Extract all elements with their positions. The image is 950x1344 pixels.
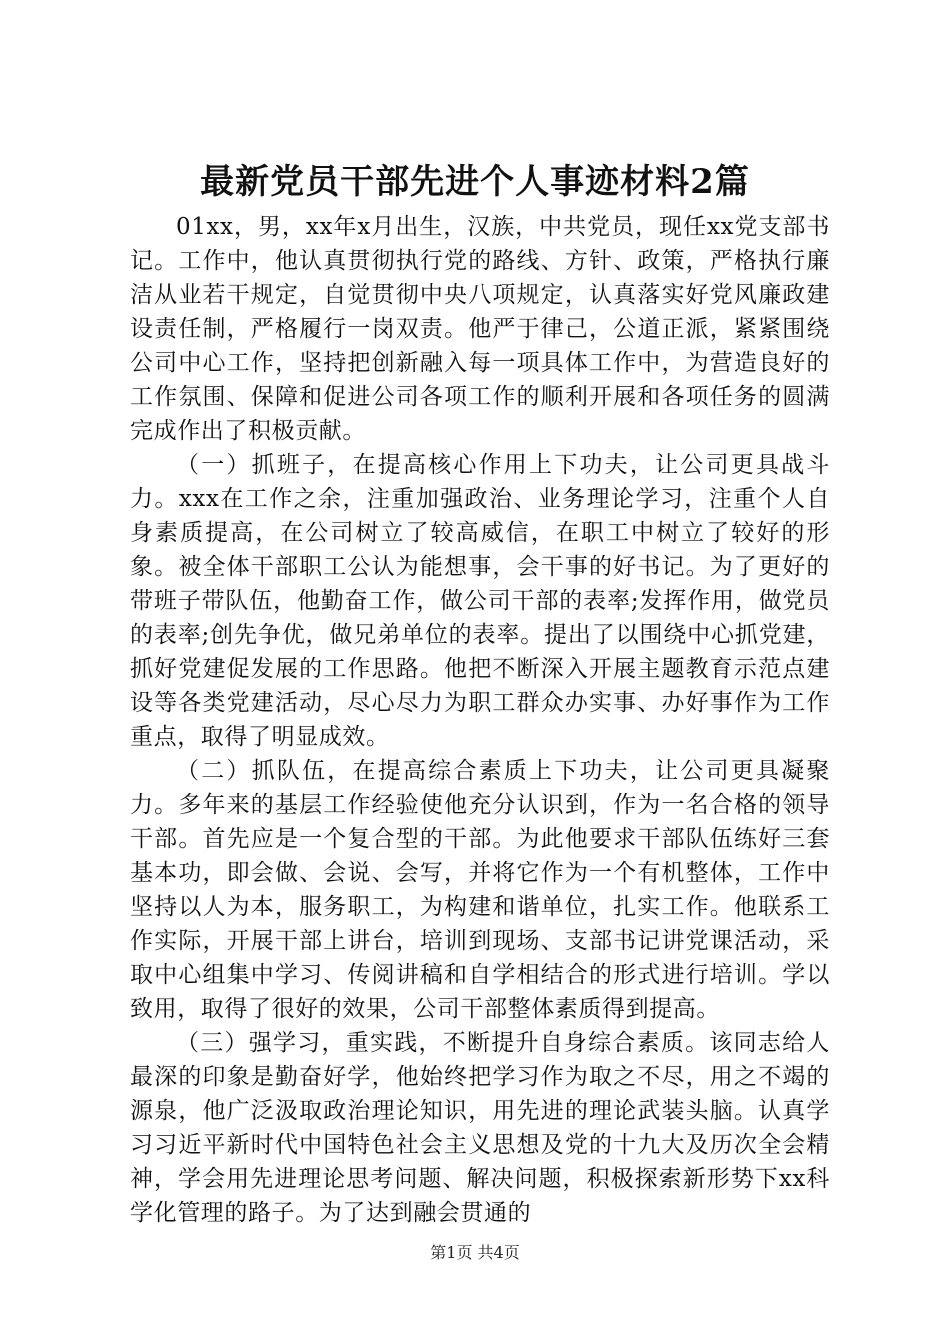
- paragraph-section-3: （三）强学习，重实践，不断提升自身综合素质。该同志给人最深的印象是勤奋好学，他始终把学习作为取之不尽，用之不竭的源泉，他广泛汲取政治理论知识，用先进的理论武装头脑。认真学习习近平新时代中国特色社会主义思想及党的十九大及历次全会精神，学会用先进理论思考问题、解决问题，积极探索新形势下xx科学化管理的路子。为了达到融会贯通的: [130, 1030, 830, 1226]
- paragraph-section-2: （二）抓队伍，在提高综合素质上下功夫，让公司更具凝聚力。多年来的基层工作经验使他充分认识到，作为一名合格的领导干部。首先应是一个复合型的干部。为此他要求干部队伍练好三套基本功，即会做、会说、会写，并将它作为一个有机整体，工作中坚持以人为本，服务职工，为构建和谐单位，扎实工作。他联系工作实际，开展干部上讲台，培训到现场、支部书记讲党课活动，采取中心组集中学习、传阅讲稿和自学相结合的形式进行培训。学以致用，取得了很好的效果，公司干部整体素质得到提高。: [130, 758, 830, 1022]
- page-footer: 第1页 共4页: [430, 1243, 520, 1262]
- paragraph-intro: 01xx，男，xx年x月出生，汉族，中共党员，现任xx党支部书记。工作中，他认真贯彻执行党的路线、方针、政策，严格执行廉洁从业若干规定，自觉贯彻中央八项规定，认真落实好党风廉政建设责任制，严格履行一岗双责。他严于律己，公道正派，紧紧围绕公司中心工作，坚持把创新融入每一项具体工作中，为营造良好的工作氛围、保障和促进公司各项工作的顺利开展和各项任务的圆满完成作出了积极贡献。: [130, 214, 830, 444]
- document-title: 最新党员干部先进个人事迹材料2篇: [200, 162, 750, 202]
- document-body: [130, 210, 830, 1230]
- paragraph-section-1: （一）抓班子，在提高核心作用上下功夫，让公司更具战斗力。xxx在工作之余，注重加强政治、业务理论学习，注重个人自身素质提高，在公司树立了较高威信，在职工中树立了较好的形象。被全体干部职工公认为能想事，会干事的好书记。为了更好的带班子带队伍，他勤奋工作，做公司干部的表率;发挥作用，做党员的表率;创先争优，做兄弟单位的表率。提出了以围绕中心抓党建，抓好党建促发展的工作思路。他把不断深入开展主题教育示范点建设等各类党建活动，尽心尽力为职工群众办实事、办好事作为工作重点，取得了明显成效。: [130, 452, 830, 750]
